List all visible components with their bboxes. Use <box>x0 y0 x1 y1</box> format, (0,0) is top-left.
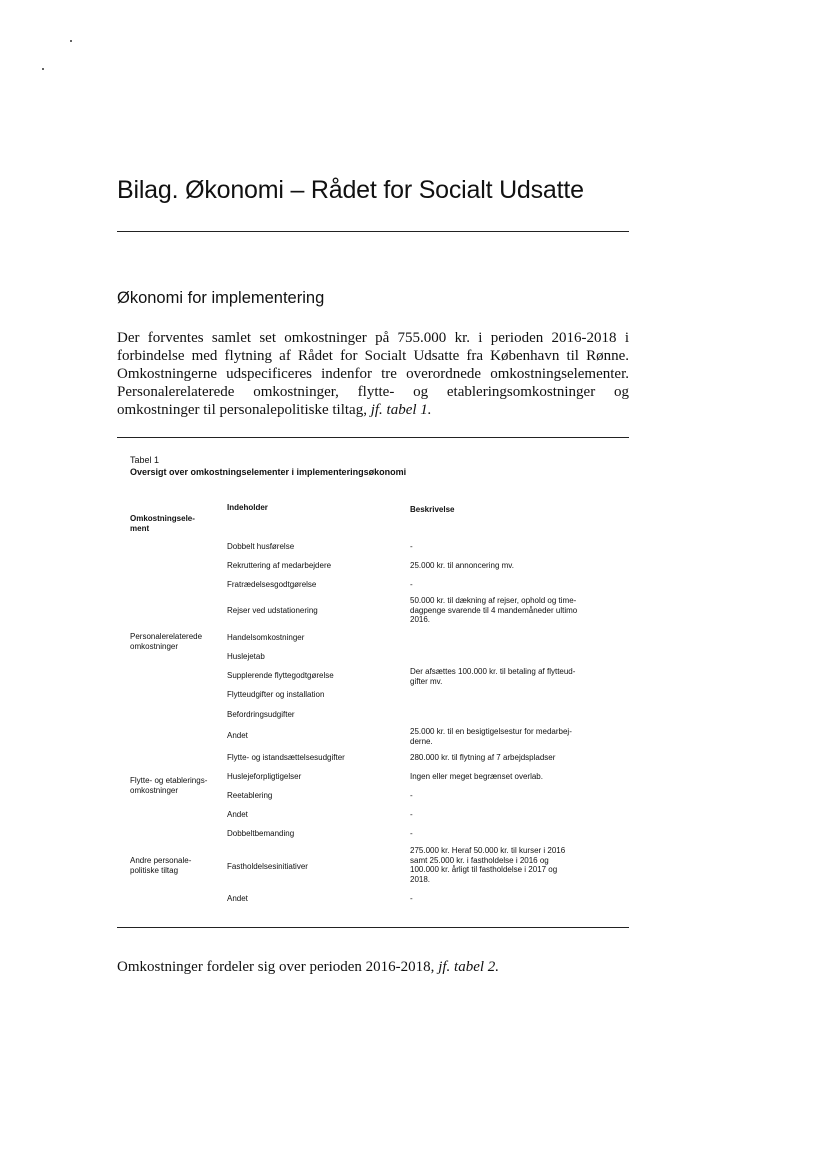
table-caption <box>130 454 610 478</box>
header-contains: Indeholder <box>227 503 268 512</box>
table-row-item: Huslejeforpligtigelser <box>227 772 302 781</box>
table-row-description: 25.000 kr. til en besigtigelsestur for medarbej- derne. <box>410 727 572 746</box>
table-row-description: 280.000 kr. til flytning af 7 arbejdspladser <box>410 753 556 762</box>
page-title: Bilag. Økonomi – Rådet for Socialt Udsatte <box>117 176 584 204</box>
closing-text: Omkostninger fordeler sig over perioden 2016-2018, <box>117 959 435 975</box>
intro-text: Der forventes samlet set omkostninger på 755.000 kr. i perioden 2016-2018 i forbindelse med flytning af Rådet for Socialt Udsatte fra København til Rønne. Omkostningerne udspecificeres indenfor tre overordnede omkostningselementer. Personalerelaterede omkostninger, flytte- og etableringsomkostninger og omkostninger til personalepolitiske tiltag, <box>117 330 629 418</box>
table-row-item: Supplerende flyttegodtgørelse <box>227 671 334 680</box>
table-row-description: - <box>410 542 413 551</box>
table-row-description: Der afsættes 100.000 kr. til betaling af flytteud- gifter mv. <box>410 667 576 686</box>
table-row-description: - <box>410 791 413 800</box>
scan-speck <box>70 40 72 42</box>
table-row-description: - <box>410 810 413 819</box>
table-row-item: Rekruttering af medarbejdere <box>227 561 332 570</box>
table-row-item: Dobbeltbemanding <box>227 829 295 838</box>
header-element: Omkostningsele- ment <box>130 514 195 533</box>
table-row-description: - <box>410 580 413 589</box>
table-top-divider <box>117 437 629 438</box>
table-row-item: Huslejetab <box>227 652 265 661</box>
table-bottom-divider <box>117 927 629 928</box>
table-row-item: Andet <box>227 731 248 740</box>
group-label-policy: Andre personale- politiske tiltag <box>130 856 192 875</box>
table-row-item: Dobbelt husførelse <box>227 542 295 551</box>
table-row-item: Fastholdelsesinitiativer <box>227 862 308 871</box>
closing-paragraph <box>117 958 629 976</box>
table-row-item: Fratrædelsesgodtgørelse <box>227 580 317 589</box>
table-row-item: Befordringsudgifter <box>227 710 295 719</box>
table-row-item: Reetablering <box>227 791 273 800</box>
table-row-item: Rejser ved udstationering <box>227 606 318 615</box>
section-heading: Økonomi for implementering <box>117 289 325 307</box>
table-row-description: 275.000 kr. Heraf 50.000 kr. til kurser i 2016 samt 25.000 kr. i fastholdelse i 2016 og 100.000 kr. årligt til fastholdelse i 2017 og 2018. <box>410 846 566 884</box>
table-subtitle: Oversigt over omkostningselementer i implementeringsøkonomi <box>130 467 407 477</box>
table-reference: jf. tabel 1. <box>370 402 432 418</box>
table-row-item: Andet <box>227 894 248 903</box>
table-row-description: - <box>410 894 413 903</box>
table-row-description: 50.000 kr. til dækning af rejser, ophold og time- dagpenge svarende til 4 mandemåneder ultimo 2016. <box>410 596 578 624</box>
table-row-description: Ingen eller meget begrænset overlab. <box>410 772 543 781</box>
group-label-personnel: Personalerelaterede omkostninger <box>130 632 203 651</box>
table-row-item: Handelsomkostninger <box>227 633 305 642</box>
group-label-moving: Flytte- og etablerings- omkostninger <box>130 776 208 795</box>
intro-paragraph <box>117 329 629 419</box>
table-row-item: Andet <box>227 810 248 819</box>
table-row-item: Flytte- og istandsættelsesudgifter <box>227 753 345 762</box>
table-reference: jf. tabel 2. <box>438 959 500 975</box>
table-row-item: Flytteudgifter og installation <box>227 690 325 699</box>
table-row-description: 25.000 kr. til annoncering mv. <box>410 561 514 570</box>
header-description: Beskrivelse <box>410 505 455 514</box>
table-label: Tabel 1 <box>130 455 160 465</box>
scan-speck <box>42 68 44 70</box>
title-divider <box>117 231 629 232</box>
table-row-description: - <box>410 829 413 838</box>
